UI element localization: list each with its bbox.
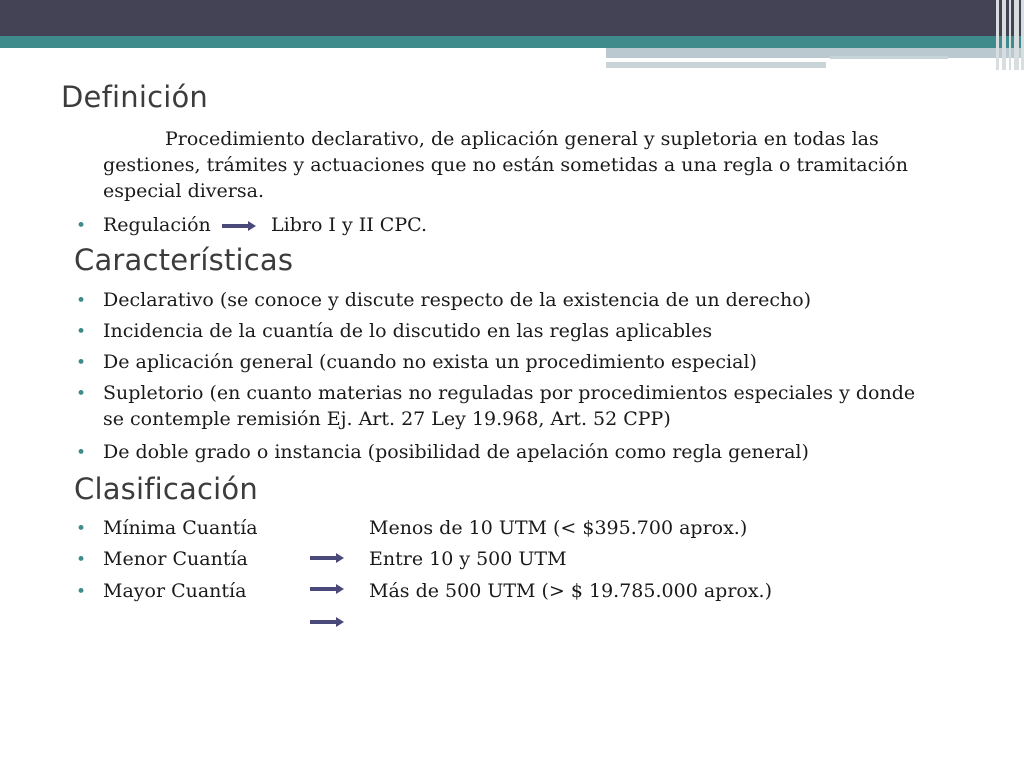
bullet-dot-icon: • <box>76 322 87 342</box>
stripe <box>1014 0 1019 70</box>
bullet-dot-icon: • <box>76 384 87 404</box>
header-vertical-stripes <box>996 0 1024 70</box>
header-band-light-thin <box>606 62 826 68</box>
regulacion-value: Libro I y II CPC. <box>271 214 428 236</box>
caracteristica-item: De aplicación general (cuando no exista un procedimiento especial) <box>103 351 757 373</box>
header-band-light <box>606 48 1024 58</box>
definition-line-3: especial diversa. <box>103 180 264 202</box>
clasificacion-value: Más de 500 UTM (> $ 19.785.000 aprox.) <box>369 580 773 602</box>
definition-line-1: Procedimiento declarativo, de aplicación general y supletoria en todas las <box>165 128 879 150</box>
header-band-dark <box>0 0 1024 36</box>
right-arrow-icon <box>310 583 344 595</box>
caracteristica-item-continuation: se contemple remisión Ej. Art. 27 Ley 19.968, Art. 52 CPP) <box>103 408 671 430</box>
right-arrow-icon <box>310 552 344 564</box>
clasificacion-label: Mínima Cuantía <box>103 517 258 539</box>
bullet-dot-icon: • <box>76 353 87 373</box>
stripe <box>1002 0 1006 70</box>
caracteristica-item: Incidencia de la cuantía de lo discutido en las reglas aplicables <box>103 320 713 342</box>
clasificacion-value: Entre 10 y 500 UTM <box>369 548 567 570</box>
bullet-dot-icon: • <box>76 550 87 570</box>
stripe <box>1009 0 1011 70</box>
definition-line-2: gestiones, trámites y actuaciones que no están sometidas a una regla o tramitación <box>103 154 908 176</box>
header-band-teal <box>0 36 1024 48</box>
clasificacion-label: Mayor Cuantía <box>103 580 247 602</box>
header-band-light-accent <box>830 56 948 59</box>
bullet-dot-icon: • <box>76 519 87 539</box>
clasificacion-value: Menos de 10 UTM (< $395.700 aprox.) <box>369 517 748 539</box>
section-title-clasificacion: Clasificación <box>74 472 258 506</box>
section-title-caracteristicas: Características <box>74 243 294 277</box>
clasificacion-label: Menor Cuantía <box>103 548 248 570</box>
caracteristica-item: Declarativo (se conoce y discute respecto de la existencia de un derecho) <box>103 289 812 311</box>
bullet-dot-icon: • <box>76 216 87 236</box>
caracteristica-item: Supletorio (en cuanto materias no reguladas por procedimientos especiales y donde <box>103 382 916 404</box>
right-arrow-icon <box>310 616 344 628</box>
caracteristica-item: De doble grado o instancia (posibilidad de apelación como regla general) <box>103 441 809 463</box>
section-title-definicion: Definición <box>61 80 208 114</box>
regulacion-label: Regulación <box>103 214 211 236</box>
bullet-dot-icon: • <box>76 443 87 463</box>
stripe <box>996 0 999 70</box>
right-arrow-icon <box>222 220 256 232</box>
bullet-dot-icon: • <box>76 582 87 602</box>
bullet-dot-icon: • <box>76 291 87 311</box>
